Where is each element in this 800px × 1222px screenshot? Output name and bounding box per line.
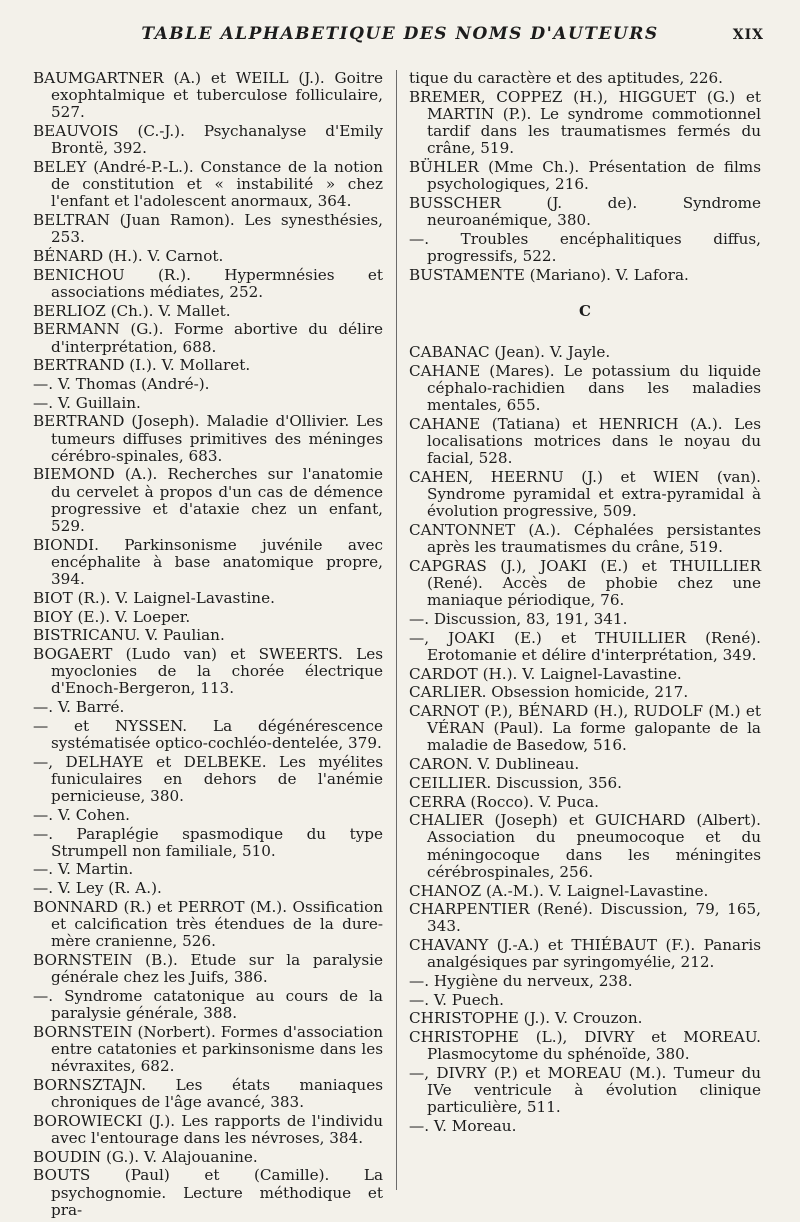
index-entry: —. V. Thomas (André-).: [33, 374, 210, 393]
column-divider: [396, 70, 397, 1190]
index-entry: BORNSTEIN (Norbert). Formes d'association entre catatonies et parkinsonisme dans les névraxites, 682.: [33, 1022, 383, 1076]
index-entry: CHARPENTIER (René). Discussion, 79, 165, 343.: [409, 900, 761, 936]
index-entry: CAHANE (Tatiana) et HENRICH (A.). Les localisations motrices dans le noyau du facial, 528.: [409, 414, 761, 468]
index-entry: CHRISTOPHE (J.). V. Crouzon.: [409, 1009, 643, 1028]
index-entry: CABANAC (Jean). V. Jayle.: [409, 342, 611, 361]
index-entry: CHAVANY (J.-A.) et THIÉBAUT (F.). Panaris analgésiques par syringomyélie, 212.: [409, 936, 761, 972]
index-entry: BERTRAND (Joseph). Maladie d'Ollivier. Les tumeurs diffuses primitives des méninges cérébro-spinales, 683.: [33, 412, 383, 465]
index-entry: BOROWIECKI (J.). Les rapports de l'individu avec l'entourage dans les névroses, 384.: [33, 1111, 383, 1147]
right-column-bottom: [409, 344, 761, 1135]
index-entry: —. V. Martin.: [33, 860, 134, 879]
index-entry: BIONDI. Parkinsonisme juvénile avec encéphalite à base anatomique propre, 394.: [33, 535, 383, 589]
index-entry: CEILLIER. Discussion, 356.: [409, 773, 623, 792]
index-entry: —. Discussion, 83, 191, 341.: [409, 609, 628, 628]
index-entry: CARON. V. Dublineau.: [409, 755, 580, 774]
index-entry: BAUMGARTNER (A.) et WEILL (J.). Goitre exophtalmique et tuberculose folliculaire, 527.: [33, 69, 383, 122]
index-entry: BISTRICANU. V. Paulian.: [33, 626, 225, 645]
index-entry: —. Troubles encéphalitiques diffus, progressifs, 522.: [409, 229, 761, 266]
index-entry: BELTRAN (Juan Ramon). Les synesthésies, 253.: [33, 211, 383, 247]
index-entry: CERRA (Rocco). V. Puca.: [409, 792, 599, 811]
index-entry: BORNSTEIN (B.). Etude sur la paralysie générale chez les Juifs, 386.: [33, 950, 383, 987]
index-entry: —, DELHAYE et DELBEKE. Les myélites funiculaires en dehors de l'anémie pernicieuse, 380.: [33, 752, 383, 806]
index-entry: BERLIOZ (Ch.). V. Mallet.: [33, 301, 231, 320]
index-entry: BONNARD (R.) et PERROT (M.). Ossification et calcification très étendues de la dure-mère cranienne, 526.: [33, 897, 383, 951]
running-title: TABLE ALPHABETIQUE DES NOMS D'AUTEURS: [141, 24, 659, 44]
index-entry: —. V. Moreau.: [409, 1117, 517, 1136]
index-entry: CARNOT (P.), BÉNARD (H.), RUDOLF (M.) et VÉRAN (Paul). La forme galopante de la maladie de Basedow, 516.: [409, 702, 761, 755]
index-entry: BIOY (E.). V. Loeper.: [33, 607, 191, 626]
index-entry: BENICHOU (R.). Hypermnésies et associations médiates, 252.: [33, 265, 383, 301]
index-entry: —, JOAKI (E.) et THUILLIER (René). Erotomanie et délire d'interprétation, 349.: [409, 628, 761, 664]
index-entry: CAPGRAS (J.), JOAKI (E.) et THUILLIER (René). Accès de phobie chez une maniaque périodique, 76.: [409, 556, 761, 610]
index-entry: tique du caractère et des aptitudes, 226.: [409, 69, 724, 87]
index-entry: BOUTS (Paul) et (Camille). La psychognomie. Lecture méthodique et pra-: [33, 1166, 383, 1219]
page-header: [0, 24, 800, 52]
section-letter: C: [579, 301, 591, 320]
index-entry: BÉNARD (H.). V. Carnot.: [33, 247, 224, 266]
index-entry: BOUDIN (G.). V. Alajouanine.: [33, 1147, 258, 1166]
index-entry: —. Syndrome catatonique au cours de la paralysie générale, 388.: [33, 986, 383, 1023]
index-entry: BERMANN (G.). Forme abortive du délire d'interprétation, 688.: [33, 320, 383, 356]
index-entry: —. V. Puech.: [409, 990, 504, 1009]
right-column-top: [409, 70, 761, 284]
index-entry: —. V. Guillain.: [33, 393, 141, 412]
index-entry: BELEY (André-P.-L.). Constance de la notion de constitution et « instabilité » chez l'enfant et l'adolescent anormaux, 364.: [33, 158, 383, 211]
index-entry: —, DIVRY (P.) et MOREAU (M.). Tumeur du IVe ventricule à évolution clinique particulière, 511.: [409, 1064, 761, 1117]
index-entry: CHRISTOPHE (L.), DIVRY et MOREAU. Plasmocytome du sphénoïde, 380.: [409, 1028, 761, 1064]
index-entry: —. Hygiène du nerveux, 238.: [409, 972, 633, 991]
index-entry: CAHANE (Mares). Le potassium du liquide céphalo-rachidien dans les maladies mentales, 655.: [409, 361, 761, 415]
index-entry: BERTRAND (I.). V. Mollaret.: [33, 356, 251, 375]
index-entry: —. V. Ley (R. A.).: [33, 879, 162, 898]
index-entry: CANTONNET (A.). Céphalées persistantes après les traumatismes du crâne, 519.: [409, 520, 761, 557]
index-entry: BÜHLER (Mme Ch.). Présentation de films psychologiques, 216.: [409, 158, 761, 194]
index-entry: CHALIER (Joseph) et GUICHARD (Albert). Association du pneumocoque et du méningocoque dans les méningites cérébrospinales, 256.: [409, 811, 761, 881]
page-number: XIX: [732, 27, 764, 43]
index-entry: BIEMOND (A.). Recherches sur l'anatomie du cervelet à propos d'un cas de démence progressive et d'ataxie chez un enfant, 529.: [33, 465, 383, 536]
right-column: [409, 70, 761, 1137]
index-entry: CAHEN, HEERNU (J.) et WIEN (van). Syndrome pyramidal et extra-pyramidal à évolution progressive, 509.: [409, 467, 761, 521]
index-entry: — et NYSSEN. La dégénérescence systématisée optico-cochléo-dentelée, 379.: [33, 716, 383, 753]
index-entry: BORNSZTAJN. Les états maniaques chroniques de l'âge avancé, 383.: [33, 1075, 383, 1112]
index-entry: CARLIER. Obsession homicide, 217.: [409, 683, 689, 702]
index-entry: —. V. Cohen.: [33, 805, 130, 824]
left-column: [33, 70, 383, 1221]
index-entry: BREMER, COPPEZ (H.), HIGGUET (G.) et MARTIN (P.). Le syndrome commotionnel tardif dans les traumatismes fermés du crâne, 519.: [409, 87, 761, 158]
index-entry: —. Paraplégie spasmodique du type Strumpell non familiale, 510.: [33, 824, 383, 860]
index-entry: BEAUVOIS (C.-J.). Psychanalyse d'Emily Brontë, 392.: [33, 122, 383, 158]
index-entry: CHANOZ (A.-M.). V. Laignel-Lavastine.: [409, 881, 709, 900]
index-entry: BOGAERT (Ludo van) et SWEERTS. Les myoclonies de la chorée électrique d'Enoch-Bergeron, 113.: [33, 645, 383, 698]
index-entry: BUSSCHER (J. de). Syndrome neuroanémique, 380.: [409, 193, 761, 230]
index-entry: BUSTAMENTE (Mariano). V. Lafora.: [409, 265, 689, 284]
index-entry: —. V. Barré.: [33, 698, 125, 717]
index-entry: BIOT (R.). V. Laignel-Lavastine.: [33, 588, 275, 607]
index-entry: CARDOT (H.). V. Laignel-Lavastine.: [409, 664, 682, 683]
